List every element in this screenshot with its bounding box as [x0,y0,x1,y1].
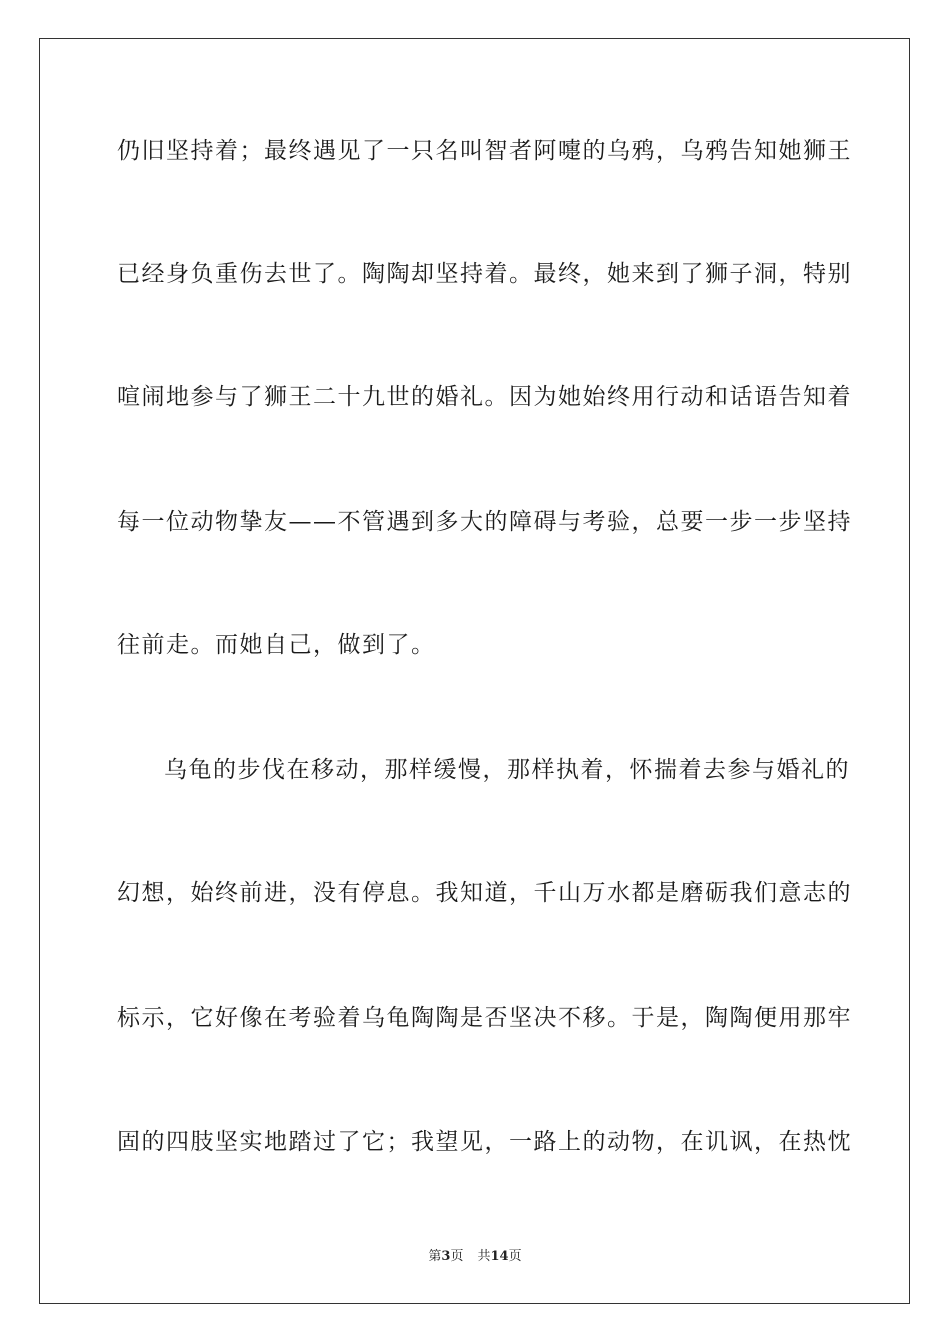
footer-page-prefix: 第 [428,1249,442,1264]
body-line-4: 每一位动物挚友——不管遇到多大的障碍与考验，总要一步一步坚持 [117,509,852,535]
body-line-3: 喧闹地参与了狮王二十九世的婚礼。因为她始终用行动和话语告知着 [117,384,852,410]
body-line-7: 幻想，始终前进，没有停息。我知道，千山万水都是磨砺我们意志的 [117,880,852,906]
body-line-8: 标示，它好像在考验着乌龟陶陶是否坚决不移。于是，陶陶便用那牢 [117,1005,852,1031]
body-line-6: 乌龟的步伐在移动，那样缓慢，那样执着，怀揣着去参与婚礼的 [164,757,850,783]
body-line-2: 已经身负重伤去世了。陶陶却坚持着。最终，她来到了狮子洞，特别 [117,261,852,287]
footer-page-number: 3 [441,1249,451,1264]
body-line-9: 固的四肢坚实地踏过了它；我望见，一路上的动物，在讥讽，在热忱 [117,1129,852,1155]
footer-total-pages: 14 [490,1249,509,1264]
footer-total-prefix: 共 [477,1249,491,1264]
page-border [39,38,910,1304]
footer-page-suffix: 页 [450,1249,464,1264]
body-line-1: 仍旧坚持着；最终遇见了一只名叫智者阿嚏的乌鸦，乌鸦告知她狮王 [117,138,852,164]
footer-total-suffix: 页 [508,1249,522,1264]
page-footer [0,1248,950,1266]
body-line-5: 往前走。而她自己，做到了。 [117,632,436,658]
